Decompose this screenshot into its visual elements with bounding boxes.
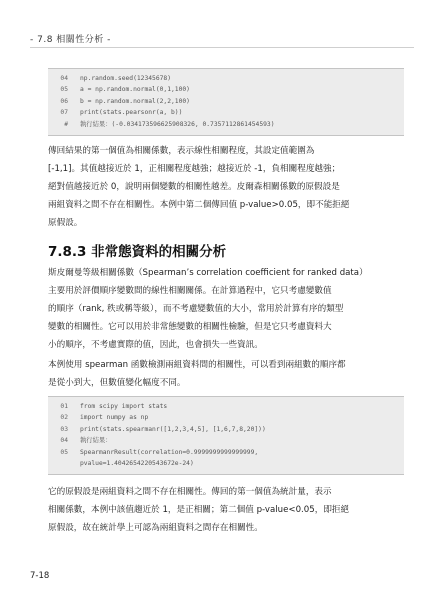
- code-text: print(stats.pearsonr(a, b)): [80, 109, 183, 117]
- code-line: [48, 73, 404, 84]
- code-text: 執行結果：: [80, 437, 112, 445]
- line-number: 01: [60, 403, 68, 410]
- code-text: print(stats.spearmanr([1,2,3,4,5], [1,6,7,8,20])): [80, 425, 266, 433]
- line-number: #: [64, 120, 68, 128]
- text-line: 的順序（rank, 秩或稱等級），而不考慮變數值的大小，常用於計算有序的類型: [48, 304, 344, 314]
- code-line: [48, 447, 404, 458]
- text-line: [-1,1]。其值越接近於 1，正相關程度越強；越接近於 -1，負相關程度越強；: [48, 164, 341, 174]
- line-number: 06: [60, 97, 68, 105]
- line-number: 04: [60, 437, 68, 445]
- line-number: 05: [60, 86, 68, 94]
- running-header: - 7.8 相關性分析 -: [30, 35, 111, 45]
- text-line: 是從小到大，但數值變化幅度不同。: [48, 378, 186, 388]
- code-block-pearson: [48, 68, 404, 136]
- code-block-spearman: [48, 396, 404, 475]
- paragraph-spearman-conclusion: [48, 483, 408, 537]
- paragraph-pearson-explanation: [48, 142, 408, 232]
- code-text: a = np.random.normal(0,1,100): [80, 86, 190, 94]
- text-line: 絕對值越接近於 0，說明兩個變數的相關性越差。皮爾森相關係數的原假設是: [48, 182, 340, 192]
- code-text: import numpy as np: [80, 414, 149, 422]
- text-line: 主要用於評價順序變數間的線性相關關係。在計算過程中，它只考慮變數值: [48, 286, 332, 296]
- code-output-line: [48, 119, 404, 130]
- text-line: 本例使用 spearman 函數檢測兩組資料間的相關性，可以看到兩組數的順序都: [48, 360, 346, 370]
- code-line: [48, 458, 404, 469]
- text-line: 變數的相關性。它可以用於非常態變數的相關性檢驗，但是它只考慮資料大: [48, 322, 332, 332]
- page-number: 7-18: [30, 571, 50, 581]
- line-number: [48, 458, 80, 469]
- text-line: 兩組資料之間不存在相關性。本例中第二個傳回值 p-value>0.05，即不能拒絕: [48, 200, 350, 210]
- text-line: 小的順序，不考慮實際的值，因此，也會損失一些資訊。: [48, 340, 263, 350]
- code-text: b = np.random.normal(2,2,100): [80, 97, 190, 105]
- line-number: 03: [60, 425, 68, 433]
- code-text: pvalue=1.4042654220543672e-24): [80, 459, 194, 467]
- code-text: 執行結果：(-0.034173596625908326, 0.7357112861454593): [80, 120, 275, 128]
- line-number: 05: [60, 448, 68, 456]
- code-text: SpearmanrResult(correlation=0.9999999999999999,: [80, 448, 259, 456]
- paragraph-spearman-intro: [48, 264, 408, 354]
- line-number: 04: [60, 75, 68, 82]
- text-line: 原假設，故在統計學上可認為兩組資料之間存在相關性。: [48, 523, 263, 533]
- text-line: 原假設。: [48, 218, 83, 228]
- code-line: [48, 84, 404, 95]
- text-line: 傳回結果的第一個值為相關係數，表示線性相關程度，其設定值範圍為: [48, 146, 315, 156]
- code-line: [48, 424, 404, 435]
- code-text: np.random.seed(12345678): [80, 75, 171, 82]
- code-text: from scipy import stats: [80, 403, 168, 410]
- paragraph-spearman-example: [48, 356, 408, 392]
- code-line: [48, 401, 404, 412]
- line-number: 07: [60, 109, 68, 117]
- code-line: [48, 412, 404, 423]
- code-line: [48, 107, 404, 118]
- text-line: 相關係數，本例中該值趨近於 1，是正相關；第二個值 p-value<0.05，即拒絕: [48, 505, 350, 515]
- text-line: 斯皮爾曼等級相關係數（Spearman’s correlation coefficient for ranked data）: [48, 268, 368, 278]
- line-number: 02: [60, 414, 68, 422]
- section-heading: 7.8.3 非常態資料的相關分析: [48, 244, 227, 260]
- text-line: 它的原假設是兩組資料之間不存在相關性。傳回的第一個值為統計量，表示: [48, 487, 332, 497]
- code-line: [48, 435, 404, 446]
- code-line: [48, 96, 404, 107]
- header-divider: [30, 47, 414, 48]
